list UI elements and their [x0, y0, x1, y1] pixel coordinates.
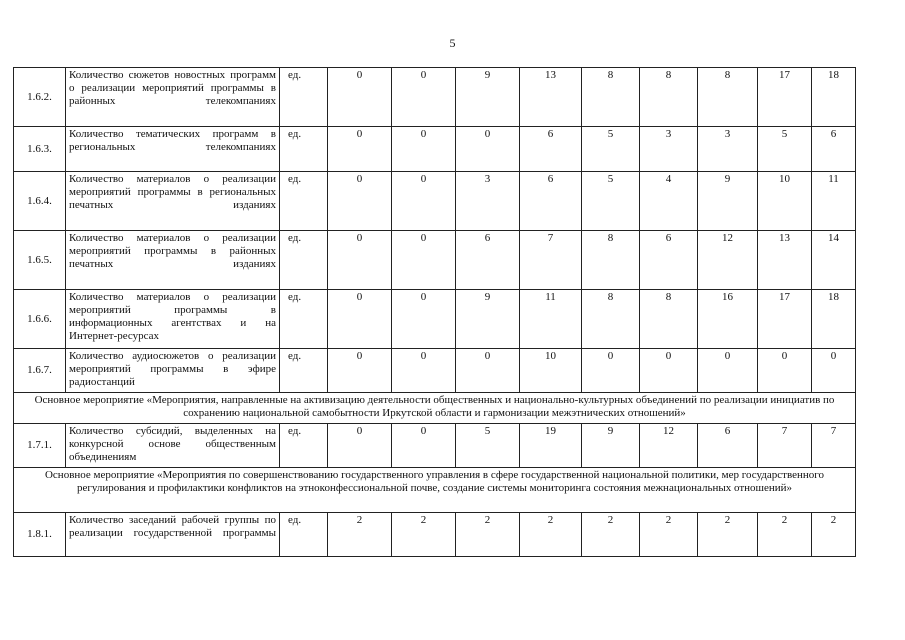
indicator-name: Количество материалов о реализации мероприятий программы в региональных печатных изданиях	[66, 172, 280, 231]
section-heading: Основное мероприятие «Мероприятия, направленные на активизацию деятельности общественных и национально-культурных объединений по реализации инициатив по сохранению национальной самобытности Иркутской области и гармонизации межэтнических отношений»	[14, 393, 856, 424]
indicator-unit: ед.	[280, 513, 328, 557]
section-heading: Основное мероприятие «Мероприятия по совершенствованию государственного управления в сфере государственной национальной политики, мер государственного регулирования и профилактики конфликтов на этноконфессиональной почве, создание системы мониторинга состояния межнациональных отношений»	[14, 468, 856, 513]
table-row	[14, 68, 856, 127]
page-number: 5	[449, 36, 456, 50]
indicator-value: 6	[520, 127, 582, 172]
indicator-value: 8	[640, 290, 698, 349]
section-row	[14, 468, 856, 513]
indicator-name: Количество аудиосюжетов о реализации мероприятий программы в эфире радиостанций	[66, 349, 280, 393]
indicator-unit: ед.	[280, 349, 328, 393]
indicator-code: 1.6.3.	[14, 127, 66, 172]
indicator-value: 0	[698, 349, 758, 393]
indicator-value: 4	[640, 172, 698, 231]
indicator-value: 8	[640, 68, 698, 127]
indicator-value: 0	[456, 349, 520, 393]
indicator-unit: ед.	[280, 290, 328, 349]
indicator-code: 1.6.2.	[14, 68, 66, 127]
indicator-value: 17	[758, 290, 812, 349]
table-row	[14, 513, 856, 557]
indicator-value: 12	[698, 231, 758, 290]
indicator-value: 8	[582, 231, 640, 290]
indicator-value: 0	[328, 290, 392, 349]
indicator-code: 1.6.5.	[14, 231, 66, 290]
indicator-value: 0	[456, 127, 520, 172]
indicator-value: 5	[582, 127, 640, 172]
indicator-unit: ед.	[280, 231, 328, 290]
indicator-value: 6	[698, 424, 758, 468]
indicator-value: 0	[582, 349, 640, 393]
indicator-value: 10	[520, 349, 582, 393]
indicator-value: 0	[328, 424, 392, 468]
indicator-value: 0	[392, 424, 456, 468]
indicator-value: 0	[640, 349, 698, 393]
indicator-unit: ед.	[280, 68, 328, 127]
indicator-value: 2	[812, 513, 856, 557]
indicator-value: 0	[328, 68, 392, 127]
indicator-value: 7	[812, 424, 856, 468]
section-row	[14, 393, 856, 424]
indicator-value: 6	[520, 172, 582, 231]
indicator-value: 19	[520, 424, 582, 468]
indicator-value: 6	[456, 231, 520, 290]
indicator-value: 16	[698, 290, 758, 349]
indicator-value: 2	[520, 513, 582, 557]
indicator-name: Количество заседаний рабочей группы по реализации государственной программы	[66, 513, 280, 557]
indicator-name: Количество тематических программ в региональных телекомпаниях	[66, 127, 280, 172]
table-row	[14, 172, 856, 231]
indicator-value: 9	[456, 68, 520, 127]
indicator-name: Количество материалов о реализации мероприятий программы в районных печатных изданиях	[66, 231, 280, 290]
indicator-value: 8	[698, 68, 758, 127]
indicator-value: 0	[392, 172, 456, 231]
indicators-table	[13, 67, 856, 557]
indicator-value: 2	[328, 513, 392, 557]
indicator-value: 2	[392, 513, 456, 557]
indicator-name: Количество субсидий, выделенных на конкурсной основе общественным объединениям	[66, 424, 280, 468]
indicator-name: Количество сюжетов новостных программ о реализации мероприятий программы в районных телекомпаниях	[66, 68, 280, 127]
indicator-value: 11	[520, 290, 582, 349]
indicator-value: 0	[392, 231, 456, 290]
indicator-value: 9	[582, 424, 640, 468]
indicator-value: 0	[392, 68, 456, 127]
indicator-value: 9	[698, 172, 758, 231]
indicator-code: 1.6.6.	[14, 290, 66, 349]
table-row	[14, 290, 856, 349]
indicator-value: 13	[520, 68, 582, 127]
indicator-value: 2	[582, 513, 640, 557]
indicator-value: 6	[812, 127, 856, 172]
indicator-value: 17	[758, 68, 812, 127]
indicator-value: 11	[812, 172, 856, 231]
indicator-value: 5	[456, 424, 520, 468]
indicator-value: 10	[758, 172, 812, 231]
indicator-value: 7	[520, 231, 582, 290]
indicator-value: 12	[640, 424, 698, 468]
indicator-value: 0	[328, 127, 392, 172]
indicator-name: Количество материалов о реализации мероприятий программы в информационных агентствах и на Интернет-ресурсах	[66, 290, 280, 349]
indicator-value: 0	[328, 349, 392, 393]
indicator-value: 0	[392, 349, 456, 393]
indicator-value: 7	[758, 424, 812, 468]
indicator-value: 3	[456, 172, 520, 231]
indicator-value: 0	[328, 172, 392, 231]
indicator-code: 1.6.7.	[14, 349, 66, 393]
indicator-value: 3	[640, 127, 698, 172]
indicator-value: 18	[812, 290, 856, 349]
indicator-value: 14	[812, 231, 856, 290]
indicator-value: 3	[698, 127, 758, 172]
indicator-value: 13	[758, 231, 812, 290]
table-row	[14, 127, 856, 172]
indicator-value: 5	[758, 127, 812, 172]
indicator-unit: ед.	[280, 424, 328, 468]
indicator-value: 0	[328, 231, 392, 290]
indicator-value: 2	[698, 513, 758, 557]
table-row	[14, 424, 856, 468]
table-row	[14, 231, 856, 290]
indicator-value: 0	[392, 127, 456, 172]
indicator-value: 0	[812, 349, 856, 393]
indicator-value: 2	[640, 513, 698, 557]
indicator-value: 8	[582, 290, 640, 349]
indicator-code: 1.6.4.	[14, 172, 66, 231]
indicator-value: 0	[758, 349, 812, 393]
indicator-value: 2	[456, 513, 520, 557]
indicator-value: 2	[758, 513, 812, 557]
indicator-value: 8	[582, 68, 640, 127]
indicator-value: 6	[640, 231, 698, 290]
indicator-unit: ед.	[280, 127, 328, 172]
indicator-value: 5	[582, 172, 640, 231]
indicator-value: 9	[456, 290, 520, 349]
indicator-value: 18	[812, 68, 856, 127]
indicator-code: 1.7.1.	[14, 424, 66, 468]
indicator-unit: ед.	[280, 172, 328, 231]
table-row	[14, 349, 856, 393]
indicator-value: 0	[392, 290, 456, 349]
indicator-code: 1.8.1.	[14, 513, 66, 557]
